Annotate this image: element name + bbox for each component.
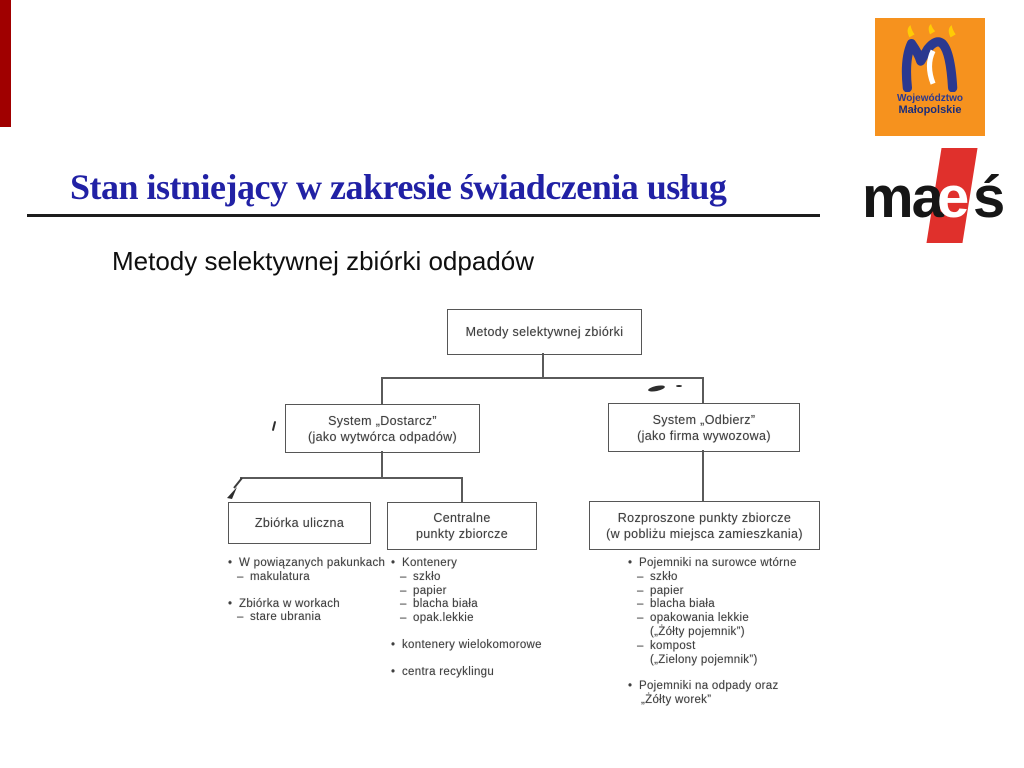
red-accent-bar xyxy=(0,0,11,127)
bullet-marker: • xyxy=(628,557,633,569)
list-item-text: („Żółty pojemnik”) xyxy=(650,625,745,638)
maes-letter-e: e xyxy=(937,165,968,230)
box-label: punkty zbiorcze xyxy=(415,527,509,541)
list-item-text: („Zielony pojemnik”) xyxy=(650,653,758,666)
list-item-text: makulatura xyxy=(250,570,310,583)
list-item-text: papier xyxy=(413,584,447,597)
list-item xyxy=(628,557,838,571)
list-item xyxy=(628,571,838,585)
diagram-box-centralne-punkty xyxy=(387,502,537,550)
list-item xyxy=(391,639,571,653)
list-item-text: W powiązanych pakunkach xyxy=(239,557,386,569)
bullet-list-zbiorka-uliczna xyxy=(228,557,403,625)
box-label: Rozproszone punkty zbiorcze xyxy=(617,510,792,525)
dash-marker: – xyxy=(400,598,407,611)
bullet-marker: • xyxy=(228,557,233,569)
list-item xyxy=(628,585,838,599)
list-item-text: szkło xyxy=(413,570,441,583)
dash-marker: – xyxy=(400,570,407,583)
title-underline xyxy=(27,214,820,217)
box-label: System „Dostarcz” xyxy=(328,413,437,428)
list-item xyxy=(228,611,403,625)
list-item-text: papier xyxy=(650,584,684,597)
connector-odbierz-down xyxy=(702,450,704,501)
list-item-text: blacha biała xyxy=(650,598,715,611)
connector-to-dostarcz xyxy=(381,377,383,404)
list-gap xyxy=(391,626,571,639)
box-label: (jako firma wywozowa) xyxy=(637,428,771,443)
maes-logo xyxy=(860,148,1020,244)
box-label: Metody selektywnej zbiórki xyxy=(465,325,624,339)
dash-marker: – xyxy=(237,570,244,583)
bullet-marker: • xyxy=(391,557,396,569)
dash-marker: – xyxy=(637,570,644,583)
slide-subtitle: Metody selektywnej zbiórki odpadów xyxy=(112,246,534,276)
bullet-marker: • xyxy=(628,680,633,693)
list-item xyxy=(391,598,571,612)
dash-marker: – xyxy=(637,598,644,611)
list-item xyxy=(628,612,838,626)
box-label: Zbiórka uliczna xyxy=(254,516,345,530)
list-item-text: szkło xyxy=(650,570,678,583)
dash-marker: – xyxy=(637,612,644,625)
diagram-box-odbierz xyxy=(608,403,800,452)
list-item xyxy=(391,557,571,571)
list-item xyxy=(628,654,838,668)
list-item-text: opak.lekkie xyxy=(413,612,474,625)
list-item xyxy=(228,557,403,571)
scan-smudge xyxy=(272,421,276,431)
scan-smudge xyxy=(648,384,666,392)
diagram-box-rozproszone-punkty xyxy=(589,501,820,550)
list-item-text: Pojemniki na odpady oraz xyxy=(639,680,779,693)
dash-marker: – xyxy=(237,611,244,624)
list-item xyxy=(628,626,838,640)
list-item xyxy=(628,598,838,612)
diagram-box-dostarcz xyxy=(285,404,480,453)
dash-marker: – xyxy=(637,639,644,652)
connector-dostarcz-down xyxy=(381,451,383,477)
list-item xyxy=(228,571,403,585)
bullet-list-centralne-punkty xyxy=(391,557,571,680)
bullet-marker: • xyxy=(391,638,396,651)
scan-smudge xyxy=(676,385,682,387)
box-label: (w pobliżu miejsca zamieszkania) xyxy=(606,526,803,541)
connector-main-horizontal xyxy=(381,377,704,379)
connector-bracket-horizontal xyxy=(240,477,463,479)
list-item-text: Pojemniki na surowce wtórne xyxy=(639,557,797,569)
list-item-text: blacha biała xyxy=(413,598,478,611)
list-item xyxy=(628,680,838,694)
box-label: (jako wytwórca odpadów) xyxy=(307,429,458,444)
list-item xyxy=(628,694,838,708)
connector-root-down xyxy=(542,353,544,378)
list-gap xyxy=(391,653,571,666)
malopolskie-emblem-icon xyxy=(894,24,966,92)
box-label: System „Odbierz” xyxy=(652,412,756,427)
list-gap xyxy=(628,667,838,680)
list-item-text: opakowania lekkie xyxy=(650,612,750,625)
box-label: Centralne xyxy=(433,511,491,525)
list-gap xyxy=(228,585,403,598)
list-item xyxy=(228,598,403,612)
list-item-text: kontenery wielokomorowe xyxy=(402,638,542,651)
list-item-text: centra recyklingu xyxy=(402,665,495,678)
list-item-text: „Żółty worek” xyxy=(641,694,712,707)
list-item xyxy=(391,571,571,585)
maes-letters-ma: ma xyxy=(862,165,942,230)
malopolskie-logo-line1: Województwo xyxy=(897,93,963,104)
list-item-text: kompost xyxy=(650,639,696,652)
dash-marker: – xyxy=(400,584,407,597)
dash-marker: – xyxy=(637,584,644,597)
malopolskie-logo-line2: Małopolskie xyxy=(898,104,962,116)
bullet-marker: • xyxy=(228,597,233,610)
list-item-text: Kontenery xyxy=(402,557,458,569)
list-item xyxy=(391,585,571,599)
bullet-list-rozproszone-punkty xyxy=(628,557,838,708)
connector-to-centralne xyxy=(461,477,463,502)
list-item-text: stare ubrania xyxy=(250,611,322,624)
diagram-box-root xyxy=(447,309,642,355)
maes-letter-s: ś xyxy=(973,165,1004,230)
list-item xyxy=(628,640,838,654)
slide-title: Stan istniejący w zakresie świadczenia usług xyxy=(70,167,727,207)
dash-marker: – xyxy=(400,612,407,625)
list-item xyxy=(391,612,571,626)
bullet-marker: • xyxy=(391,665,396,678)
arrowhead-to-zbiorka xyxy=(224,475,250,501)
list-item-text: Zbiórka w workach xyxy=(239,597,340,610)
malopolskie-logo xyxy=(875,18,985,136)
list-item xyxy=(391,666,571,680)
diagram-box-zbiorka-uliczna xyxy=(228,502,371,544)
connector-to-odbierz xyxy=(702,377,704,403)
